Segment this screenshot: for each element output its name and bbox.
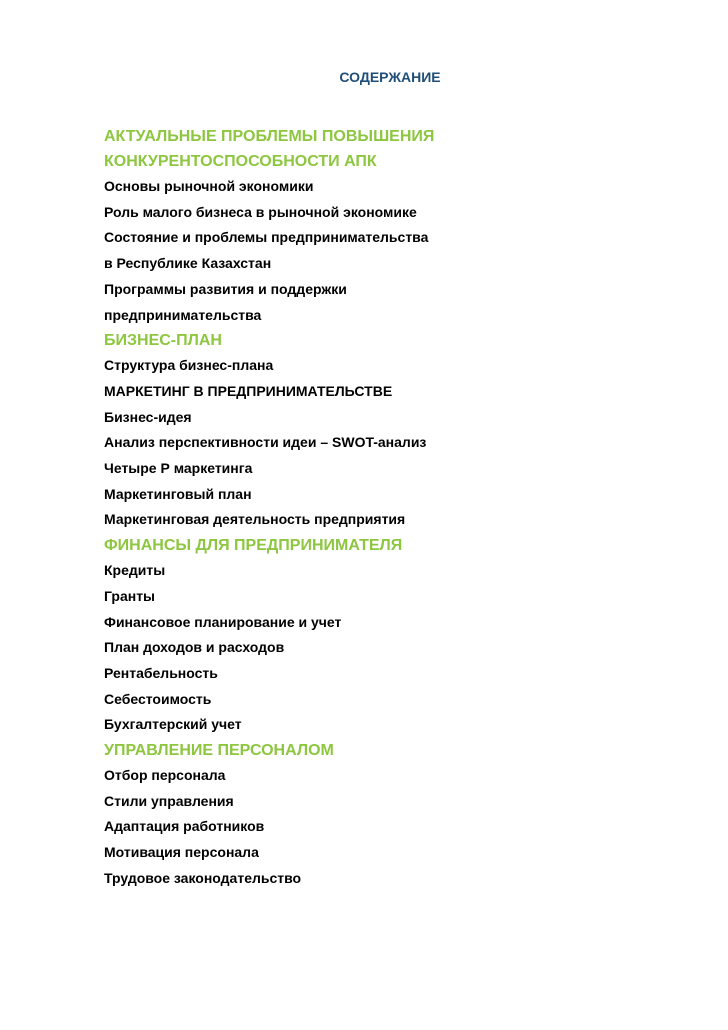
toc-item: Анализ перспективности идеи – SWOT-анализ	[104, 434, 427, 451]
toc-item: Отбор персонала	[104, 767, 226, 784]
toc-item: Программы развития и поддержки	[104, 280, 347, 297]
toc-section-heading: АКТУАЛЬНЫЕ ПРОБЛЕМЫ ПОВЫШЕНИЯ	[104, 128, 435, 145]
toc-item: Маркетинговый план	[104, 485, 252, 502]
toc-section-heading: ФИНАНСЫ ДЛЯ ПРЕДПРИНИМАТЕЛЯ	[104, 537, 403, 555]
table-of-contents	[104, 124, 704, 892]
toc-item: предпринимательства	[104, 306, 262, 323]
toc-item: Основы рыночной экономики	[104, 178, 314, 194]
toc-item: Бизнес-идея	[104, 408, 192, 425]
page-title: СОДЕРЖАНИЕ	[339, 69, 441, 85]
toc-item: Стили управления	[104, 792, 234, 809]
toc-item: в Республике Казахстан	[104, 255, 272, 272]
toc-item: Рентабельность	[104, 664, 218, 681]
toc-section-heading: КОНКУРЕНТОСПОСОБНОСТИ АПК	[104, 153, 377, 170]
toc-item: Адаптация работников	[104, 818, 265, 835]
toc-section-heading: БИЗНЕС-ПЛАН	[104, 332, 222, 350]
toc-item: Кредиты	[104, 562, 166, 579]
toc-item: Гранты	[104, 587, 156, 604]
toc-item: Роль малого бизнеса в рыночной экономике	[104, 203, 417, 220]
toc-section-heading: УПРАВЛЕНИЕ ПЕРСОНАЛОМ	[104, 742, 334, 760]
toc-item: Себестоимость	[104, 690, 212, 707]
toc-item: Четыре Р маркетинга	[104, 460, 253, 477]
toc-item: Финансовое планирование и учет	[104, 613, 342, 630]
toc-item: Структура бизнес-плана	[104, 357, 274, 374]
toc-item: План доходов и расходов	[104, 639, 285, 656]
toc-item: Бухгалтерский учет	[104, 716, 242, 733]
toc-item: Состояние и проблемы предпринимательства	[104, 229, 429, 246]
toc-item: Мотивация персонала	[104, 844, 259, 861]
toc-item: Маркетинговая деятельность предприятия	[104, 511, 406, 528]
toc-item: Трудовое законодательство	[104, 869, 302, 886]
toc-item: МАРКЕТИНГ В ПРЕДПРИНИМАТЕЛЬСТВЕ	[104, 382, 393, 399]
